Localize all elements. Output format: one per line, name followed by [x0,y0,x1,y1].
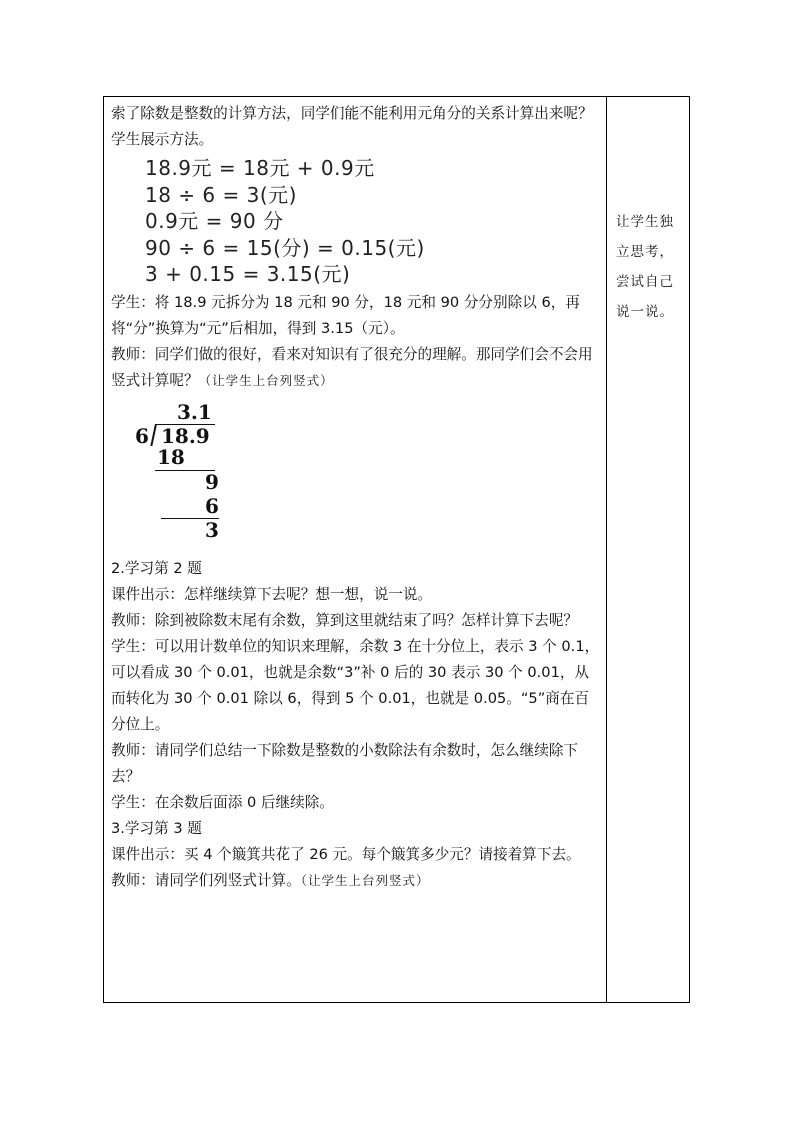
show-method-text: 学生展示方法。 [111,131,214,148]
side-note: 让学生独立思考，尝试自己说一说。 [616,214,674,320]
ld-step1: 18 [157,444,185,469]
courseware-3: 课件出示：买 4 个簸箕共花了 26 元。每个簸箕多少元？请接着算下去。 [111,845,581,863]
section-3-title: 3.学习第 3 题 [111,819,202,837]
teacher-note-1: （让学生上台列竖式） [198,372,334,388]
ld-step2: 9 [205,469,219,494]
handwritten-step: 3 + 0.15 = 3.15(元) [145,262,351,286]
handwritten-step: 0.9元 = 90 分 [145,209,284,233]
handwritten-step: 18 ÷ 6 = 3(元) [145,182,297,207]
long-division [111,400,311,548]
main-column [111,101,601,894]
teacher-question-3: 教师：请同学们总结一下除数是整数的小数除法有余数时，怎么继续除下去？ [111,741,579,785]
teacher-question-2: 教师：除到被除数末尾有余数，算到这里就结束了吗？怎样计算下去呢？ [111,611,579,629]
student-answer-3: 学生：在余数后面添 0 后继续除。 [111,793,334,811]
column-divider [606,97,607,1002]
teacher-instruction-4 [111,868,601,894]
teacher-instruction-4-text: 教师：请同学们列竖式计算。 [111,871,301,889]
teacher-question-1 [111,342,601,394]
ld-divisor: 6 [135,423,149,448]
student-explanation-2: 学生：可以用计数单位的知识来理解，余数 3 在十分位上，表示 3 个 0.1，可以看成 30 个 0.01，也就是余数“3”补 0 后的 30 表示 30 个 0.01，从而转化为 30 个 0.01 除以 6，得到 5 个 0.01，也就是 0.05。“5”商在百分位上。 [111,637,600,733]
ld-bracket-side [150,424,156,446]
teacher-question-1-text: 教师：同学们做的很好，看来对知识有了很充分的理解。那同学们会不会用竖式计算呢？ [111,345,593,389]
courseware-2: 课件出示：怎样继续算下去呢？想一想，说一说。 [111,585,433,603]
lesson-table [103,96,690,1003]
handwritten-steps [145,155,601,288]
intro-text: 索了除数是整数的计算方法，同学们能不能利用元角分的关系计算出来呢？ [111,105,593,122]
ld-dividend: 18.9 [161,423,210,448]
ld-quotient: 3.1 [177,399,212,424]
handwritten-step: 18.9元 = 18元 + 0.9元 [145,156,375,180]
handwritten-step: 90 ÷ 6 = 15(分) = 0.15(元) [145,235,425,260]
ld-remainder: 3 [205,517,219,542]
teacher-note-4: （让学生上台列竖式） [300,872,430,888]
student-explanation-1: 学生：将 18.9 元拆分为 18 元和 90 分，18 元和 90 分分别除以 6，再将“分”换算为“元”后相加，得到 3.15（元）。 [111,293,580,337]
ld-step3: 6 [205,493,219,518]
section-2-title: 2.学习第 2 题 [111,559,202,577]
